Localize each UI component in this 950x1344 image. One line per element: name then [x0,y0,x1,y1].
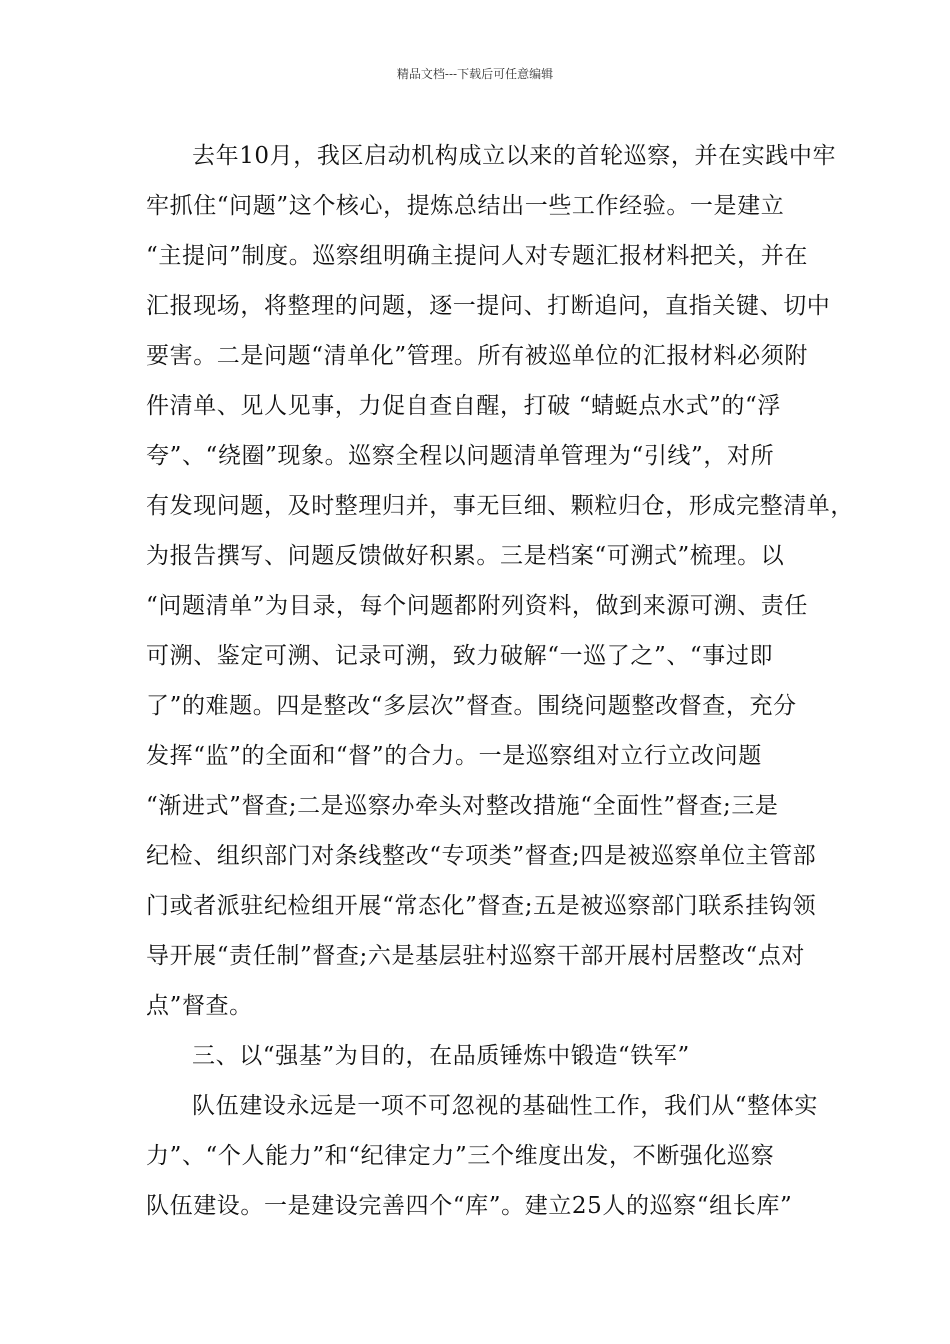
paragraph-line: 导开展“责任制”督查;六是基层驻村巡察干部开展村居整改“点对 [146,943,806,969]
paragraph-line: 点”督查。 [146,993,253,1019]
paragraph-line: 发挥“监”的全面和“督”的合力。一是巡察组对立行立改问题 [146,743,762,769]
paragraph-line: 可溯、鉴定可溯、记录可溯，致力破解“一巡了之”、“事过即 [146,643,774,669]
paragraph-line: “问题清单”为目录，每个问题都附列资料，做到来源可溯、责任 [146,593,808,619]
paragraph-line: 队伍建设永远是一项不可忽视的基础性工作，我们从“整体实 [192,1093,818,1119]
paragraph-line: 要害。二是问题“清单化”管理。所有被巡单位的汇报材料必须附 [146,343,808,369]
paragraph-line: 为报告撰写、问题反馈做好积累。三是档案“可溯式”梳理。以 [146,543,785,569]
paragraph-line: 纪检、组织部门对条线整改“专项类”督查;四是被巡察单位主管部 [146,843,817,869]
section-heading: 三、以“强基”为目的，在品质锤炼中锻造“铁军” [192,1043,690,1069]
paragraph-line: 件清单、见人见事，力促自查自醒，打破 “蜻蜓点水式”的“浮 [146,393,781,419]
paragraph-line: 力”、“个人能力”和“纪律定力”三个维度出发，不断强化巡察 [146,1143,775,1169]
paragraph-line: 汇报现场，将整理的问题，逐一提问、打断追问，直指关键、切中 [146,293,831,319]
document-body [146,131,854,1231]
paragraph-line: 门或者派驻纪检组开展“常态化”督查;五是被巡察部门联系挂钩领 [146,893,817,919]
paragraph-line: 了”的难题。四是整改“多层次”督查。围绕问题整改督查，充分 [146,693,797,719]
paragraph-line: “渐进式”督查;二是巡察办牵头对整改措施“全面性”督查;三是 [146,793,779,819]
paragraph-line: 夸”、“绕圈”现象。巡察全程以问题清单管理为“引线”，对所 [146,443,775,469]
paragraph-line: 去年10月，我区启动机构成立以来的首轮巡察，并在实践中牢 [192,143,837,169]
paragraph-line: “主提问”制度。巡察组明确主提问人对专题汇报材料把关，并在 [146,243,808,269]
page-header: 精品文档---下载后可任意编辑 [396,67,554,81]
paragraph-line: 有发现问题，及时整理归并，事无巨细、颗粒归仓，形成完整清单， [146,493,854,519]
paragraph-line: 队伍建设。一是建设完善四个“库”。建立25人的巡察“组长库” [146,1193,793,1219]
paragraph-line: 牢抓住“问题”这个核心，提炼总结出一些工作经验。一是建立 [146,193,785,219]
